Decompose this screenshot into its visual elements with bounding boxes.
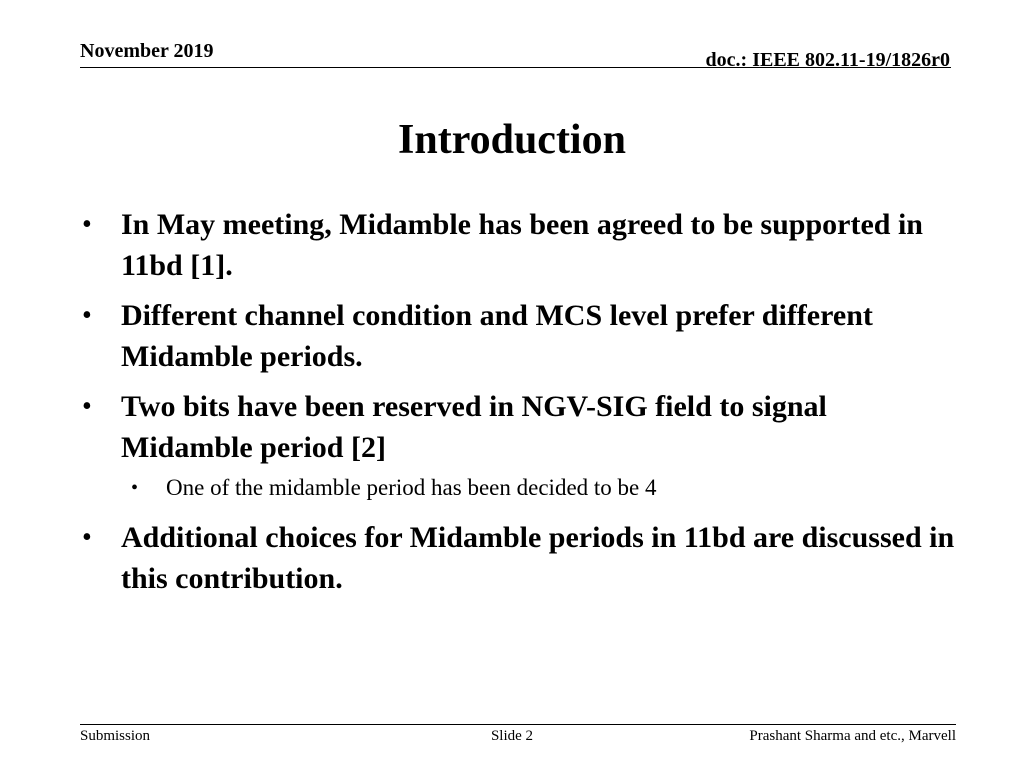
footer-divider xyxy=(80,724,956,725)
header-divider xyxy=(80,67,951,68)
bullet-dot-icon: • xyxy=(82,300,92,331)
bullet-item xyxy=(0,386,1024,468)
bullet-dot-icon: • xyxy=(82,522,92,553)
bullet-text: Different channel condition and MCS level prefer different Midamble periods. xyxy=(121,299,873,373)
sub-bullet-item xyxy=(0,474,1024,502)
slide-title: Introduction xyxy=(398,117,626,163)
bullet-text: Two bits have been reserved in NGV-SIG field to signal Midamble period [2] xyxy=(121,390,827,464)
bullet-item xyxy=(0,204,1024,286)
bullet-text: In May meeting, Midamble has been agreed to be supported in 11bd [1]. xyxy=(121,208,923,282)
bullet-item xyxy=(0,517,1024,599)
header-date: November 2019 xyxy=(80,40,214,62)
footer-author: Prashant Sharma and etc., Marvell xyxy=(749,728,956,744)
sub-bullet-text: One of the midamble period has been decided to be 4 xyxy=(166,475,657,500)
bullet-text: Additional choices for Midamble periods in 11bd are discussed in this contribution. xyxy=(121,521,955,595)
footer-submission: Submission xyxy=(80,728,151,744)
bullet-item xyxy=(0,295,1024,377)
header-doc-id: doc.: IEEE 802.11-19/1826r0 xyxy=(705,49,950,71)
bullet-dot-icon: • xyxy=(82,209,92,240)
sub-bullet-dot-icon: • xyxy=(131,477,139,499)
footer-slide-number: Slide 2 xyxy=(490,728,534,744)
bullet-list xyxy=(0,204,1024,608)
bullet-dot-icon: • xyxy=(82,391,92,422)
